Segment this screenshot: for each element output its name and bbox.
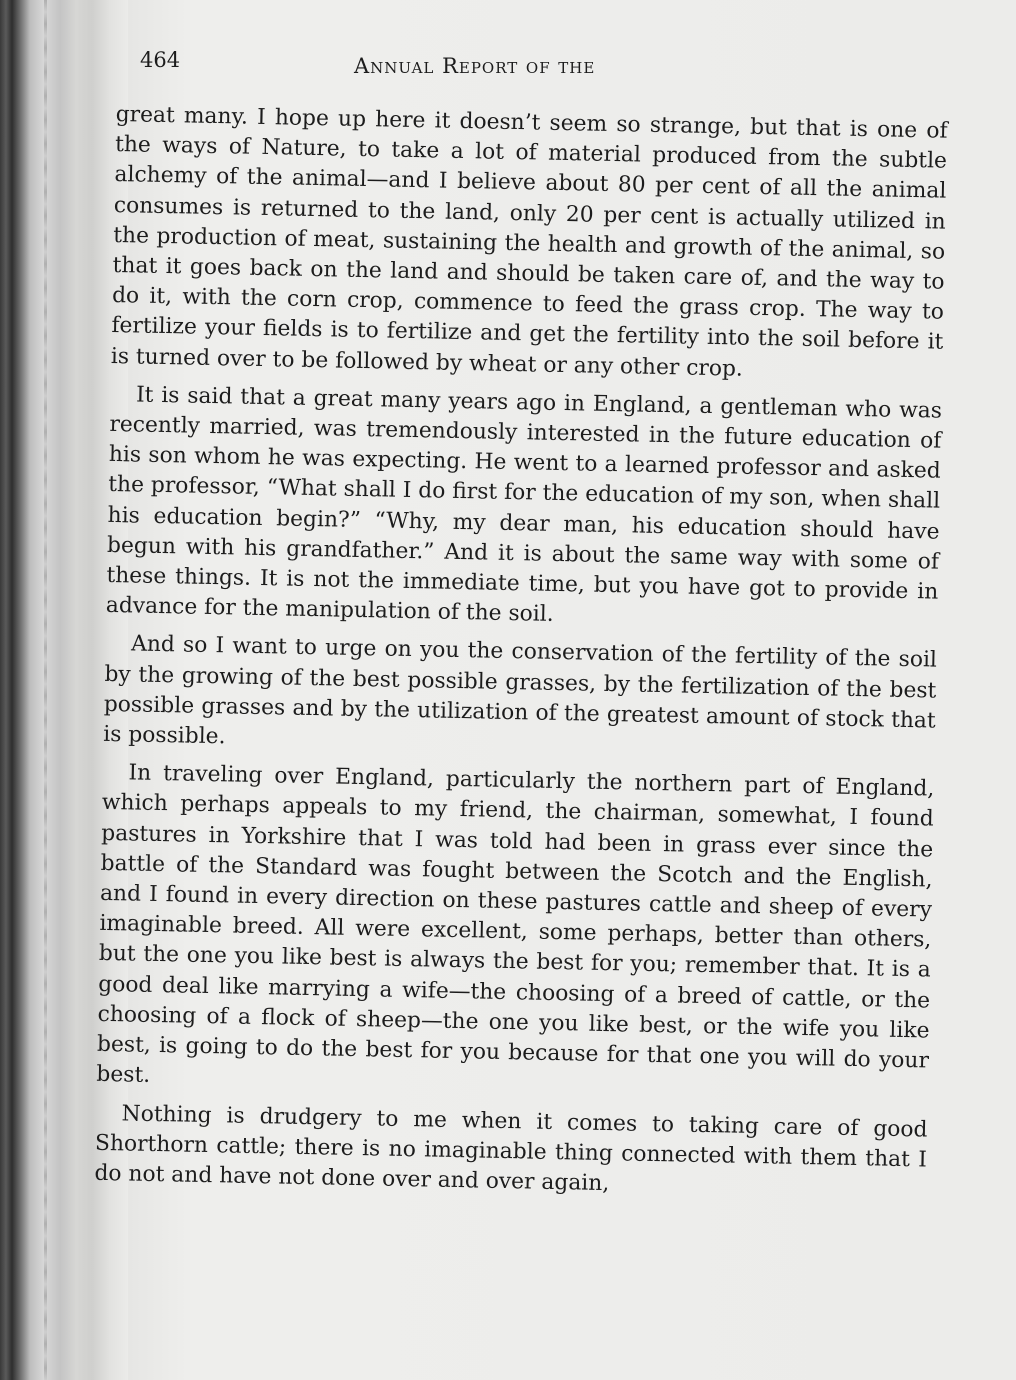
page-number: 464: [140, 48, 181, 72]
body-text: [94, 100, 948, 1214]
paragraph-yorkshire-pastures: In traveling over England, particularly the northern part of England, which perhaps appeals to my friend, the chairman, somewhat, I found pastures in Yorkshire that I was told had been in grass ever since the battle of the Standard was fought between the Scotch and the English, and I found in every direction on these pastures cattle and sheep of every imaginable breed. All were excellent, some perhaps, better than others, but the one you like best is always the best for you; remember that. It is a good deal like marrying a wife—the choosing of a breed of cattle, or the choosing of a flock of sheep—the one you like best, or the wife you like best, is going to do the best for you because for that one you will do your best.: [96, 760, 935, 1089]
paragraph-conservation: And so I want to urge on you the conservation of the fertility of the soil by the growing of the best possible grasses, by the fertilization of the best possible grasses and by the utilization of the greatest amount of stock that is possible.: [103, 631, 938, 750]
paragraph-continuation: great many. I hope up here it doesn’t seem so strange, but that is one of the ways of Nature, to take a lot of material produced from the subtle alchemy of the animal—and I believe about 80 per cent of all the animal consumes is returned to the land, only 20 per cent is actually utilized in the production of meat, sustaining the health and growth of the animal, so that it goes back on the land and should be taken care of, and the way to do it, with the corn crop, commence to feed the grass crop. The way to fertilize your fields is to fertilize and get the fertility into the soil before it is turned over to be followed by wheat or any other crop.: [110, 101, 948, 382]
paragraph-england-education: It is said that a great many years ago in England, a gentleman who was recently married, was tremendously interested in the future education of his son whom he was expecting. He went to a learned professor and asked the professor, “What shall I do first for the education of my son, when shall his education begin?” “Why, my dear man, his education should have begun with his grandfather.” And it is about the same way with some of these things. It is not the immediate time, but you have got to provide in advance for the manipulation of the soil.: [105, 382, 943, 628]
paragraph-shorthorn-cattle: Nothing is drudgery to me when it comes to taking care of good Shorthorn cattle; there is no imaginable thing connected with them that I do not and have not done over and over again,: [94, 1100, 928, 1197]
page-header: [140, 48, 780, 80]
running-head: Annual Report of the: [354, 54, 596, 78]
